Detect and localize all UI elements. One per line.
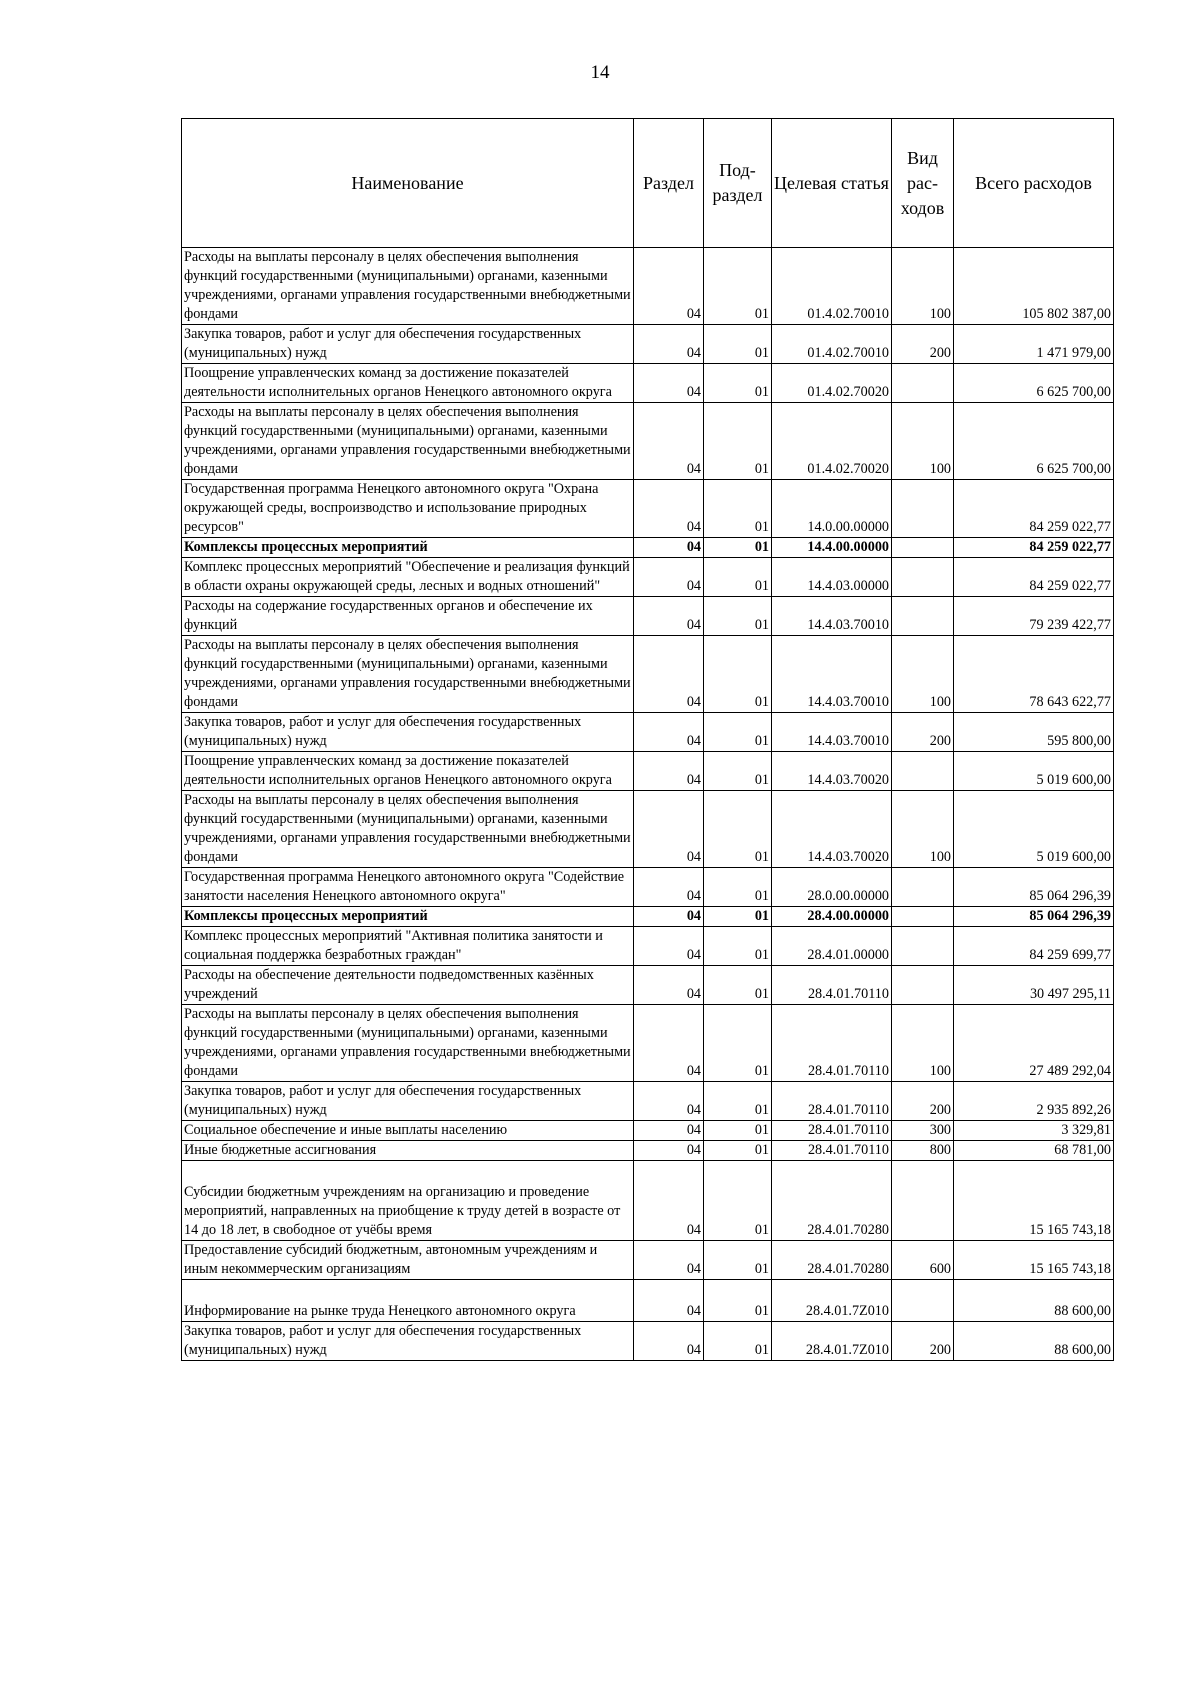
cell-total: 6 625 700,00 bbox=[954, 364, 1114, 403]
cell-section: 04 bbox=[634, 1005, 704, 1082]
cell-subsection: 01 bbox=[704, 713, 772, 752]
table-row bbox=[182, 907, 1114, 927]
cell-name: Закупка товаров, работ и услуг для обеспечения государственных (муниципальных) нужд bbox=[182, 713, 634, 752]
cell-subsection: 01 bbox=[704, 480, 772, 538]
cell-target: 28.4.01.70280 bbox=[772, 1161, 892, 1241]
table-row bbox=[182, 791, 1114, 868]
cell-subsection: 01 bbox=[704, 403, 772, 480]
cell-total: 84 259 022,77 bbox=[954, 538, 1114, 558]
cell-subsection: 01 bbox=[704, 1322, 772, 1361]
cell-name: Поощрение управленческих команд за достижение показателей деятельности исполнительных органов Ненецкого автономного округа bbox=[182, 364, 634, 403]
cell-section: 04 bbox=[634, 1280, 704, 1322]
cell-target: 28.4.01.7Z010 bbox=[772, 1322, 892, 1361]
cell-section: 04 bbox=[634, 1161, 704, 1241]
cell-section: 04 bbox=[634, 868, 704, 907]
cell-target: 28.4.01.70110 bbox=[772, 966, 892, 1005]
cell-expense-type bbox=[892, 966, 954, 1005]
cell-name: Закупка товаров, работ и услуг для обеспечения государственных (муниципальных) нужд bbox=[182, 1082, 634, 1121]
cell-subsection: 01 bbox=[704, 636, 772, 713]
cell-name: Информирование на рынке труда Ненецкого автономного округа bbox=[182, 1280, 634, 1322]
cell-section: 04 bbox=[634, 248, 704, 325]
cell-section: 04 bbox=[634, 1141, 704, 1161]
cell-total: 88 600,00 bbox=[954, 1322, 1114, 1361]
cell-total: 84 259 699,77 bbox=[954, 927, 1114, 966]
cell-name: Закупка товаров, работ и услуг для обеспечения государственных (муниципальных) нужд bbox=[182, 1322, 634, 1361]
table-row bbox=[182, 752, 1114, 791]
table-row bbox=[182, 325, 1114, 364]
cell-total: 27 489 292,04 bbox=[954, 1005, 1114, 1082]
cell-section: 04 bbox=[634, 558, 704, 597]
cell-subsection: 01 bbox=[704, 1241, 772, 1280]
table-row bbox=[182, 1005, 1114, 1082]
table-row bbox=[182, 1241, 1114, 1280]
cell-name: Расходы на выплаты персоналу в целях обеспечения выполнения функций государственными (муниципальными) органами, казенными учреждениями, органами управления государственными внебюджетными фондами bbox=[182, 248, 634, 325]
cell-target: 14.4.00.00000 bbox=[772, 538, 892, 558]
table-header-row bbox=[182, 119, 1114, 248]
cell-expense-type: 100 bbox=[892, 636, 954, 713]
table-row bbox=[182, 636, 1114, 713]
cell-section: 04 bbox=[634, 364, 704, 403]
table-row bbox=[182, 403, 1114, 480]
cell-name: Государственная программа Ненецкого автономного округа "Охрана окружающей среды, воспроизводство и использование природных ресурсов" bbox=[182, 480, 634, 538]
cell-expense-type bbox=[892, 597, 954, 636]
table-row bbox=[182, 868, 1114, 907]
cell-name: Расходы на выплаты персоналу в целях обеспечения выполнения функций государственными (муниципальными) органами, казенными учреждениями, органами управления государственными внебюджетными фондами bbox=[182, 1005, 634, 1082]
cell-total: 3 329,81 bbox=[954, 1121, 1114, 1141]
cell-expense-type bbox=[892, 558, 954, 597]
cell-total: 85 064 296,39 bbox=[954, 868, 1114, 907]
cell-name: Поощрение управленческих команд за достижение показателей деятельности исполнительных органов Ненецкого автономного округа bbox=[182, 752, 634, 791]
cell-subsection: 01 bbox=[704, 1141, 772, 1161]
cell-name: Расходы на содержание государственных органов и обеспечение их функций bbox=[182, 597, 634, 636]
cell-expense-type bbox=[892, 907, 954, 927]
cell-subsection: 01 bbox=[704, 538, 772, 558]
cell-expense-type: 100 bbox=[892, 248, 954, 325]
cell-expense-type: 100 bbox=[892, 1005, 954, 1082]
cell-total: 84 259 022,77 bbox=[954, 480, 1114, 538]
page-number: 14 bbox=[590, 62, 610, 83]
cell-section: 04 bbox=[634, 636, 704, 713]
header-target: Целевая статья bbox=[772, 119, 892, 248]
cell-expense-type: 100 bbox=[892, 791, 954, 868]
budget-table bbox=[181, 118, 1114, 1361]
cell-subsection: 01 bbox=[704, 791, 772, 868]
cell-name: Расходы на выплаты персоналу в целях обеспечения выполнения функций государственными (муниципальными) органами, казенными учреждениями, органами управления государственными внебюджетными фондами bbox=[182, 403, 634, 480]
cell-target: 14.4.03.70020 bbox=[772, 752, 892, 791]
header-name: Наименование bbox=[182, 119, 634, 248]
cell-subsection: 01 bbox=[704, 325, 772, 364]
cell-target: 14.4.03.70010 bbox=[772, 597, 892, 636]
cell-expense-type: 200 bbox=[892, 713, 954, 752]
cell-total: 15 165 743,18 bbox=[954, 1161, 1114, 1241]
cell-section: 04 bbox=[634, 480, 704, 538]
cell-expense-type: 200 bbox=[892, 1322, 954, 1361]
cell-expense-type bbox=[892, 752, 954, 791]
cell-expense-type bbox=[892, 927, 954, 966]
cell-target: 14.4.03.70020 bbox=[772, 791, 892, 868]
cell-subsection: 01 bbox=[704, 1161, 772, 1241]
cell-total: 5 019 600,00 bbox=[954, 791, 1114, 868]
cell-subsection: 01 bbox=[704, 927, 772, 966]
table-row bbox=[182, 1322, 1114, 1361]
cell-expense-type: 200 bbox=[892, 1082, 954, 1121]
cell-target: 28.4.01.00000 bbox=[772, 927, 892, 966]
cell-total: 6 625 700,00 bbox=[954, 403, 1114, 480]
cell-total: 84 259 022,77 bbox=[954, 558, 1114, 597]
cell-section: 04 bbox=[634, 403, 704, 480]
table-row bbox=[182, 538, 1114, 558]
cell-expense-type bbox=[892, 1161, 954, 1241]
cell-target: 28.4.01.70110 bbox=[772, 1082, 892, 1121]
cell-subsection: 01 bbox=[704, 558, 772, 597]
cell-section: 04 bbox=[634, 1322, 704, 1361]
cell-section: 04 bbox=[634, 791, 704, 868]
cell-subsection: 01 bbox=[704, 907, 772, 927]
cell-section: 04 bbox=[634, 1121, 704, 1141]
cell-name: Расходы на выплаты персоналу в целях обеспечения выполнения функций государственными (муниципальными) органами, казенными учреждениями, органами управления государственными внебюджетными фондами bbox=[182, 791, 634, 868]
table-row bbox=[182, 1141, 1114, 1161]
cell-target: 14.4.03.70010 bbox=[772, 636, 892, 713]
table-row bbox=[182, 248, 1114, 325]
cell-subsection: 01 bbox=[704, 1005, 772, 1082]
table-row bbox=[182, 597, 1114, 636]
cell-total: 68 781,00 bbox=[954, 1141, 1114, 1161]
cell-target: 14.4.03.70010 bbox=[772, 713, 892, 752]
header-section: Раздел bbox=[634, 119, 704, 248]
cell-name: Комплекс процессных мероприятий "Обеспечение и реализация функций в области охраны окружающей среды, лесных и водных отношений" bbox=[182, 558, 634, 597]
cell-expense-type: 300 bbox=[892, 1121, 954, 1141]
cell-expense-type: 800 bbox=[892, 1141, 954, 1161]
cell-section: 04 bbox=[634, 752, 704, 791]
cell-total: 78 643 622,77 bbox=[954, 636, 1114, 713]
table-row bbox=[182, 480, 1114, 538]
cell-target: 01.4.02.70010 bbox=[772, 248, 892, 325]
cell-section: 04 bbox=[634, 538, 704, 558]
cell-name: Социальное обеспечение и иные выплаты населению bbox=[182, 1121, 634, 1141]
cell-target: 28.4.01.70110 bbox=[772, 1121, 892, 1141]
cell-section: 04 bbox=[634, 597, 704, 636]
cell-expense-type: 100 bbox=[892, 403, 954, 480]
cell-total: 30 497 295,11 bbox=[954, 966, 1114, 1005]
table-body bbox=[182, 248, 1114, 1361]
cell-subsection: 01 bbox=[704, 597, 772, 636]
cell-target: 28.0.00.00000 bbox=[772, 868, 892, 907]
cell-subsection: 01 bbox=[704, 1280, 772, 1322]
header-total: Всего расходов bbox=[954, 119, 1114, 248]
cell-total: 5 019 600,00 bbox=[954, 752, 1114, 791]
cell-total: 595 800,00 bbox=[954, 713, 1114, 752]
cell-target: 28.4.01.70110 bbox=[772, 1141, 892, 1161]
cell-section: 04 bbox=[634, 966, 704, 1005]
cell-name: Комплекс процессных мероприятий "Активная политика занятости и социальная поддержка безработных граждан" bbox=[182, 927, 634, 966]
cell-subsection: 01 bbox=[704, 1121, 772, 1141]
table-row bbox=[182, 1280, 1114, 1322]
header-expense-type: Вид рас-ходов bbox=[892, 119, 954, 248]
cell-name: Иные бюджетные ассигнования bbox=[182, 1141, 634, 1161]
cell-section: 04 bbox=[634, 1082, 704, 1121]
cell-section: 04 bbox=[634, 907, 704, 927]
cell-total: 1 471 979,00 bbox=[954, 325, 1114, 364]
cell-subsection: 01 bbox=[704, 1082, 772, 1121]
cell-target: 28.4.01.70280 bbox=[772, 1241, 892, 1280]
table-row bbox=[182, 1082, 1114, 1121]
cell-name: Субсидии бюджетным учреждениям на организацию и проведение мероприятий, направленных на приобщение к труду детей в возрасте от 14 до 18 лет, в свободное от учёбы время bbox=[182, 1161, 634, 1241]
cell-subsection: 01 bbox=[704, 752, 772, 791]
cell-expense-type bbox=[892, 868, 954, 907]
cell-section: 04 bbox=[634, 1241, 704, 1280]
cell-name: Расходы на выплаты персоналу в целях обеспечения выполнения функций государственными (муниципальными) органами, казенными учреждениями, органами управления государственными внебюджетными фондами bbox=[182, 636, 634, 713]
cell-name: Закупка товаров, работ и услуг для обеспечения государственных (муниципальных) нужд bbox=[182, 325, 634, 364]
cell-target: 14.4.03.00000 bbox=[772, 558, 892, 597]
table-row bbox=[182, 927, 1114, 966]
cell-name: Предоставление субсидий бюджетным, автономным учреждениям и иным некоммерческим организациям bbox=[182, 1241, 634, 1280]
cell-expense-type bbox=[892, 480, 954, 538]
cell-name: Государственная программа Ненецкого автономного округа "Содействие занятости населения Ненецкого автономного округа" bbox=[182, 868, 634, 907]
cell-total: 15 165 743,18 bbox=[954, 1241, 1114, 1280]
table-row bbox=[182, 1161, 1114, 1241]
cell-subsection: 01 bbox=[704, 248, 772, 325]
cell-section: 04 bbox=[634, 927, 704, 966]
cell-subsection: 01 bbox=[704, 868, 772, 907]
table-row bbox=[182, 1121, 1114, 1141]
cell-target: 01.4.02.70020 bbox=[772, 364, 892, 403]
cell-name: Комплексы процессных мероприятий bbox=[182, 538, 634, 558]
cell-expense-type bbox=[892, 538, 954, 558]
cell-total: 79 239 422,77 bbox=[954, 597, 1114, 636]
cell-name: Расходы на обеспечение деятельности подведомственных казённых учреждений bbox=[182, 966, 634, 1005]
cell-target: 28.4.00.00000 bbox=[772, 907, 892, 927]
table-row bbox=[182, 966, 1114, 1005]
cell-target: 01.4.02.70020 bbox=[772, 403, 892, 480]
cell-expense-type bbox=[892, 364, 954, 403]
cell-subsection: 01 bbox=[704, 966, 772, 1005]
cell-expense-type bbox=[892, 1280, 954, 1322]
cell-total: 2 935 892,26 bbox=[954, 1082, 1114, 1121]
cell-target: 14.0.00.00000 bbox=[772, 480, 892, 538]
cell-total: 85 064 296,39 bbox=[954, 907, 1114, 927]
cell-section: 04 bbox=[634, 325, 704, 364]
table-row bbox=[182, 364, 1114, 403]
cell-expense-type: 600 bbox=[892, 1241, 954, 1280]
cell-target: 28.4.01.70110 bbox=[772, 1005, 892, 1082]
cell-target: 28.4.01.7Z010 bbox=[772, 1280, 892, 1322]
cell-target: 01.4.02.70010 bbox=[772, 325, 892, 364]
table-row bbox=[182, 713, 1114, 752]
cell-name: Комплексы процессных мероприятий bbox=[182, 907, 634, 927]
cell-section: 04 bbox=[634, 713, 704, 752]
cell-total: 88 600,00 bbox=[954, 1280, 1114, 1322]
table-row bbox=[182, 558, 1114, 597]
cell-subsection: 01 bbox=[704, 364, 772, 403]
cell-total: 105 802 387,00 bbox=[954, 248, 1114, 325]
cell-expense-type: 200 bbox=[892, 325, 954, 364]
header-subsection: Под-раздел bbox=[704, 119, 772, 248]
